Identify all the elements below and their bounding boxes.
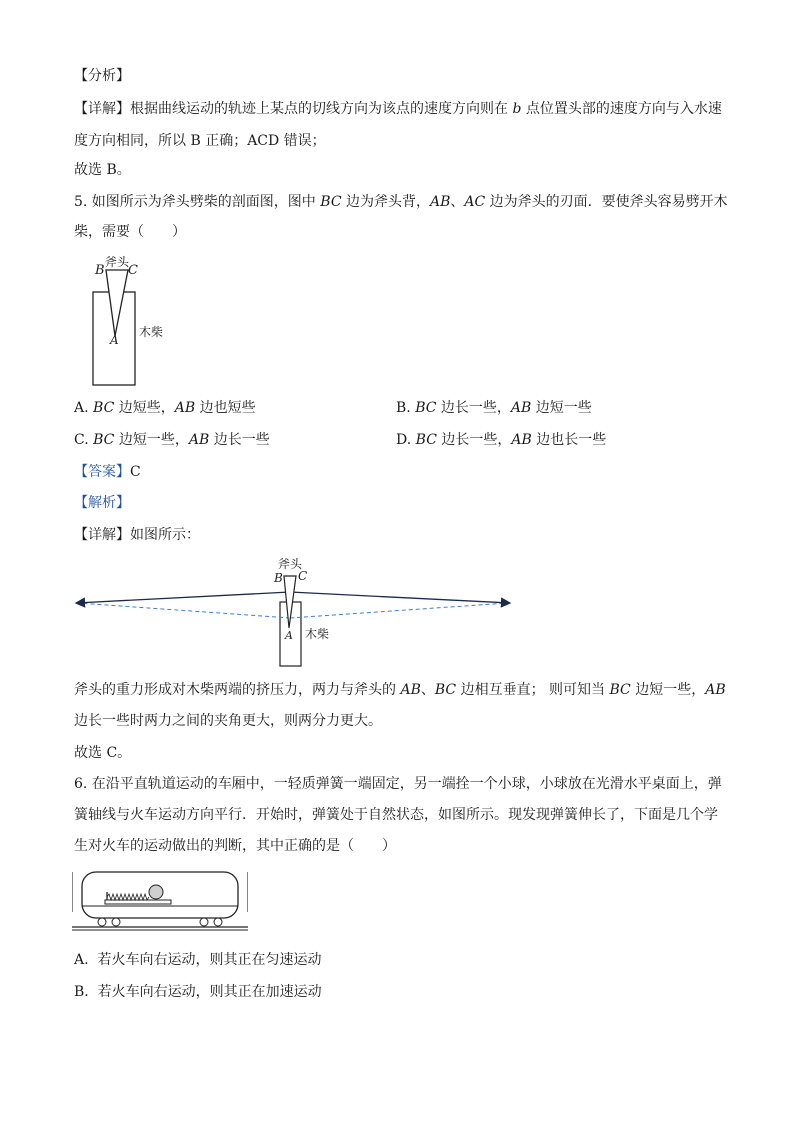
q5-fig2-right-force-arrow: [290, 592, 510, 603]
q5-conclusion: 故选 C。: [74, 745, 132, 761]
q5-fig2-left-force-arrow: [76, 592, 290, 603]
q6-option-a-text: 若火车向右运动，则其正在匀速运动: [97, 952, 322, 968]
q5-option-d-bc: BC: [415, 432, 437, 448]
q5-option-d-text2: 边也长一些: [531, 432, 607, 448]
q5-exp-text-b: 、: [420, 682, 435, 698]
q5-analysis-tag: 【解析】: [74, 495, 130, 511]
q5-option-b-text1: 边长一些，: [436, 400, 511, 416]
q5-option-a-text1: 边短些，: [114, 400, 175, 416]
q5-exp-ab2: AB: [705, 682, 726, 698]
q5-detail: [74, 525, 200, 545]
q5-axe-wedge: [106, 270, 128, 336]
q4-conclusion: 故选 B。: [74, 162, 131, 178]
q5-label-c: C: [128, 263, 138, 278]
q5-fig2-left-dashed: [78, 603, 290, 618]
q5-option-c-text2: 边长一些: [209, 432, 270, 448]
q6-stem-line-2: 簧轴线与火车运动方向平行．开始时，弹簧处于自然状态，如图所示。现发现弹簧伸长了，下面是几个学: [74, 807, 718, 823]
q6-option-b-text: 若火车向右运动，则其正在加速运动: [97, 984, 322, 1000]
q5-force-figure: [70, 552, 520, 670]
q5-option-a: [74, 398, 256, 418]
q5-stem-text-c: 、: [450, 194, 465, 210]
q5-option-d-ab: AB: [511, 432, 532, 448]
q5-label-a: A: [110, 333, 119, 347]
q6-option-a-letter: A.: [74, 952, 89, 968]
q4-detail-var-b: b: [512, 101, 522, 117]
q5-stem-line-2: 柴，需要（ ）: [74, 224, 186, 240]
q4-analysis-tag: 【分析】: [74, 68, 130, 84]
q5-stem-ac: AC: [464, 194, 486, 210]
q5-fig2-label-a: A: [285, 629, 293, 642]
q5-answer: [74, 462, 141, 482]
q5-wood-label: 木柴: [139, 325, 164, 339]
q5-option-a-bc: BC: [93, 400, 115, 416]
q5-fig2-right-dashed: [290, 603, 508, 618]
q5-option-d-text1: 边长一些，: [436, 432, 512, 448]
q5-option-c-text1: 边短一些，: [114, 432, 189, 448]
q6-train-figure: [72, 866, 248, 936]
q5-option-c-ab: AB: [188, 432, 210, 448]
q5-answer-value: C: [130, 464, 141, 480]
q5-stem-line-1: [74, 192, 728, 212]
q5-stem-ab: AB: [429, 194, 451, 210]
q6-wheel-1: [98, 918, 106, 926]
q5-fig2-wood-label: 木柴: [305, 627, 330, 641]
q5-option-b: [396, 398, 592, 418]
q5-stem-bc: BC: [320, 194, 342, 210]
q5-stem-text-d: 边为斧头的刃面．要使斧头容易劈开木: [485, 194, 728, 210]
q5-exp-text-a: 斧头的重力形成对木柴两端的挤压力，两力与斧头的: [74, 682, 401, 698]
q5-stem-text-a: 5. 如图所示为斧头劈柴的剖面图，图中: [74, 194, 321, 210]
q5-stem-text-b: 边为斧头背，: [341, 194, 430, 210]
q5-option-b-text2: 边短一些: [531, 400, 592, 416]
q4-detail-tag: 【详解】: [74, 101, 130, 117]
q5-option-b-bc: BC: [415, 400, 437, 416]
q5-option-b-letter: B.: [396, 400, 411, 416]
q5-axe-label: 斧头: [105, 255, 130, 269]
q5-fig2-axe-label: 斧头: [278, 557, 303, 571]
q5-exp-text-c: 边相互垂直； 则可知当: [456, 682, 610, 698]
q5-option-a-ab: AB: [174, 400, 196, 416]
q5-explanation-line-1: [74, 680, 726, 700]
q6-option-b-letter: B.: [74, 984, 89, 1000]
q6-stem-line-3: 生对火车的运动做出的判断，其中正确的是（ ）: [74, 838, 396, 854]
q4-detail-text-a: 根据曲线运动的轨迹上某点的切线方向为该点的速度方向则在: [130, 101, 513, 117]
q5-option-b-ab: AB: [510, 400, 532, 416]
q4-detail-line-2: 度方向相同，所以 B 正确；ACD 错误；: [74, 133, 326, 149]
q5-detail-text: 如图所示：: [130, 527, 200, 543]
q5-option-a-text2: 边也短些: [195, 400, 256, 416]
q5-exp-bc2: BC: [609, 682, 631, 698]
q6-wheel-3: [200, 918, 208, 926]
q5-option-c-letter: C.: [74, 432, 89, 448]
q6-spring: [107, 894, 149, 900]
q5-option-d-letter: D.: [396, 432, 412, 448]
q5-option-a-letter: A.: [74, 400, 89, 416]
q4-detail-line-1: [74, 99, 722, 119]
q6-wheel-4: [214, 918, 222, 926]
q6-wheels: [98, 918, 222, 926]
q5-label-b: B: [95, 263, 105, 278]
q5-exp-text-d: 边短一些，: [630, 682, 706, 698]
q5-fig2-label-c: C: [298, 569, 308, 583]
q6-ball: [149, 885, 163, 899]
q4-detail-text-b: 点位置头部的速度方向与入水速: [521, 101, 722, 117]
q5-option-d: [396, 430, 606, 450]
q6-option-b: [74, 982, 322, 1002]
q5-fig2-label-b: B: [274, 571, 283, 585]
q6-stem-line-1: 6. 在沿平直轨道运动的车厢中，一轻质弹簧一端固定，另一端拴一个小球，小球放在光滑水平桌面上，弹: [74, 776, 722, 792]
q5-explanation-line-2: 边长一些时两力之间的夹角更大，则两分力更大。: [74, 713, 382, 729]
q5-option-c-bc: BC: [93, 432, 115, 448]
q6-wheel-2: [112, 918, 120, 926]
q5-exp-bc: BC: [434, 682, 457, 698]
q5-answer-tag: 【答案】: [74, 464, 130, 480]
q5-detail-tag: 【详解】: [74, 527, 130, 543]
q6-option-a: [74, 950, 321, 970]
q5-axe-figure: [86, 252, 186, 392]
q5-exp-ab: AB: [400, 682, 421, 698]
q5-option-c: [74, 430, 270, 450]
